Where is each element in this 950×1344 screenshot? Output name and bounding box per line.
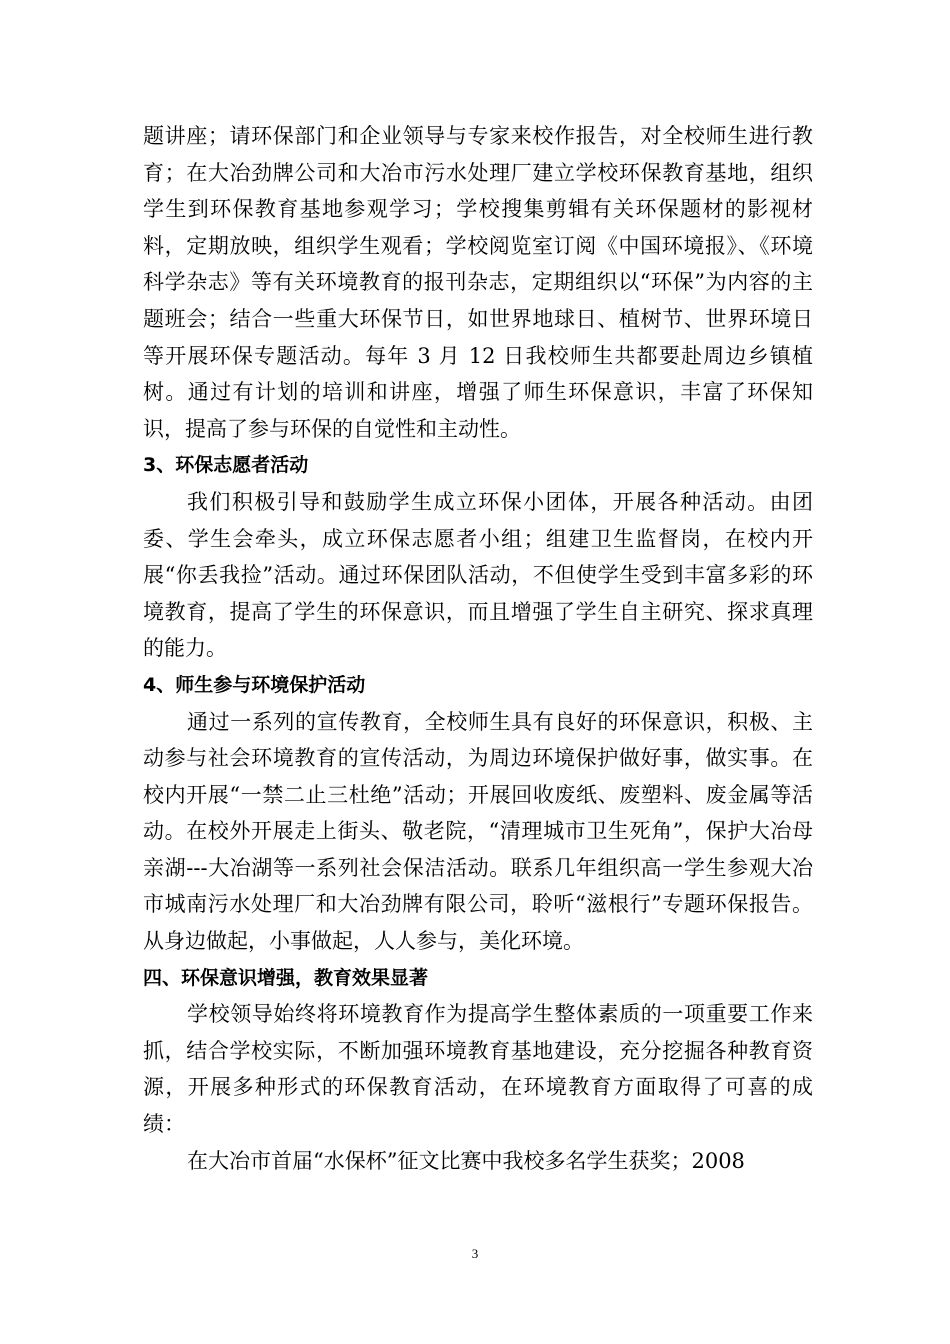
paragraph-training-lectures: 题讲座；请环保部门和企业领导与专家来校作报告，对全校师生进行教育；在大冶劲牌公司和大冶市污水处理厂建立学校环保教育基地，组织学生到环保教育基地参观学习；学校搜集剪辑有关环保题材的影视材料，定期放映，组织学生观看；学校阅览室订阅《中国环境报》、《环境科学杂志》等有关环境教育的报刊杂志，定期组织以“环保”为内容的主题班会；结合一些重大环保节日，如世界地球日、植树节、世界环境日等开展环保专题活动。每年 3 月 12 日我校师生共都要赴周边乡镇植树。通过有计划的培训和讲座，增强了师生环保意识，丰富了环保知识，提高了参与环保的自觉性和主动性。 bbox=[143, 124, 813, 441]
heading-participation-activities: 4、师生参与环境保护活动 bbox=[143, 673, 366, 696]
paragraph-results-intro: 学校领导始终将环境教育作为提高学生整体素质的一项重要工作来抓，结合学校实际，不断加强环境教育基地建设，充分挖掘各种教育资源，开展多种形式的环保教育活动，在环境教育方面取得了可喜的成绩： bbox=[143, 1002, 813, 1137]
paragraph-essay-contest: 在大冶市首届“水保杯”征文比赛中我校多名学生获奖；2008 bbox=[187, 1148, 745, 1173]
page-number: 3 bbox=[471, 1246, 479, 1261]
document-body bbox=[143, 118, 813, 1179]
heading-volunteer-activities: 3、环保志愿者活动 bbox=[143, 454, 309, 477]
paragraph-volunteer-activities: 我们积极引导和鼓励学生成立环保小团体，开展各种活动。由团委、学生会牵头，成立环保志愿者小组；组建卫生监督岗，在校内开展“你丢我捡”活动。通过环保团队活动，不但使学生受到丰富多彩的环境教育，提高了学生的环保意识，而且增强了学生自主研究、探求真理的能力。 bbox=[143, 489, 813, 661]
heading-section-results: 四、环保意识增强，教育效果显著 bbox=[143, 966, 429, 989]
paragraph-participation-activities: 通过一系列的宣传教育，全校师生具有良好的环保意识，积极、主动参与社会环境教育的宣传活动，为周边环境保护做好事，做实事。在校内开展“一禁二止三杜绝”活动；开展回收废纸、废塑料、废金属等活动。在校外开展走上街头、敬老院，“清理城市卫生死角”，保护大冶母亲湖---大冶湖等一系列社会保洁活动。联系几年组织高一学生参观大冶市城南污水处理厂和大冶劲牌有限公司，聆听“滋根行”专题环保报告。从身边做起，小事做起，人人参与，美化环境。 bbox=[143, 709, 813, 954]
